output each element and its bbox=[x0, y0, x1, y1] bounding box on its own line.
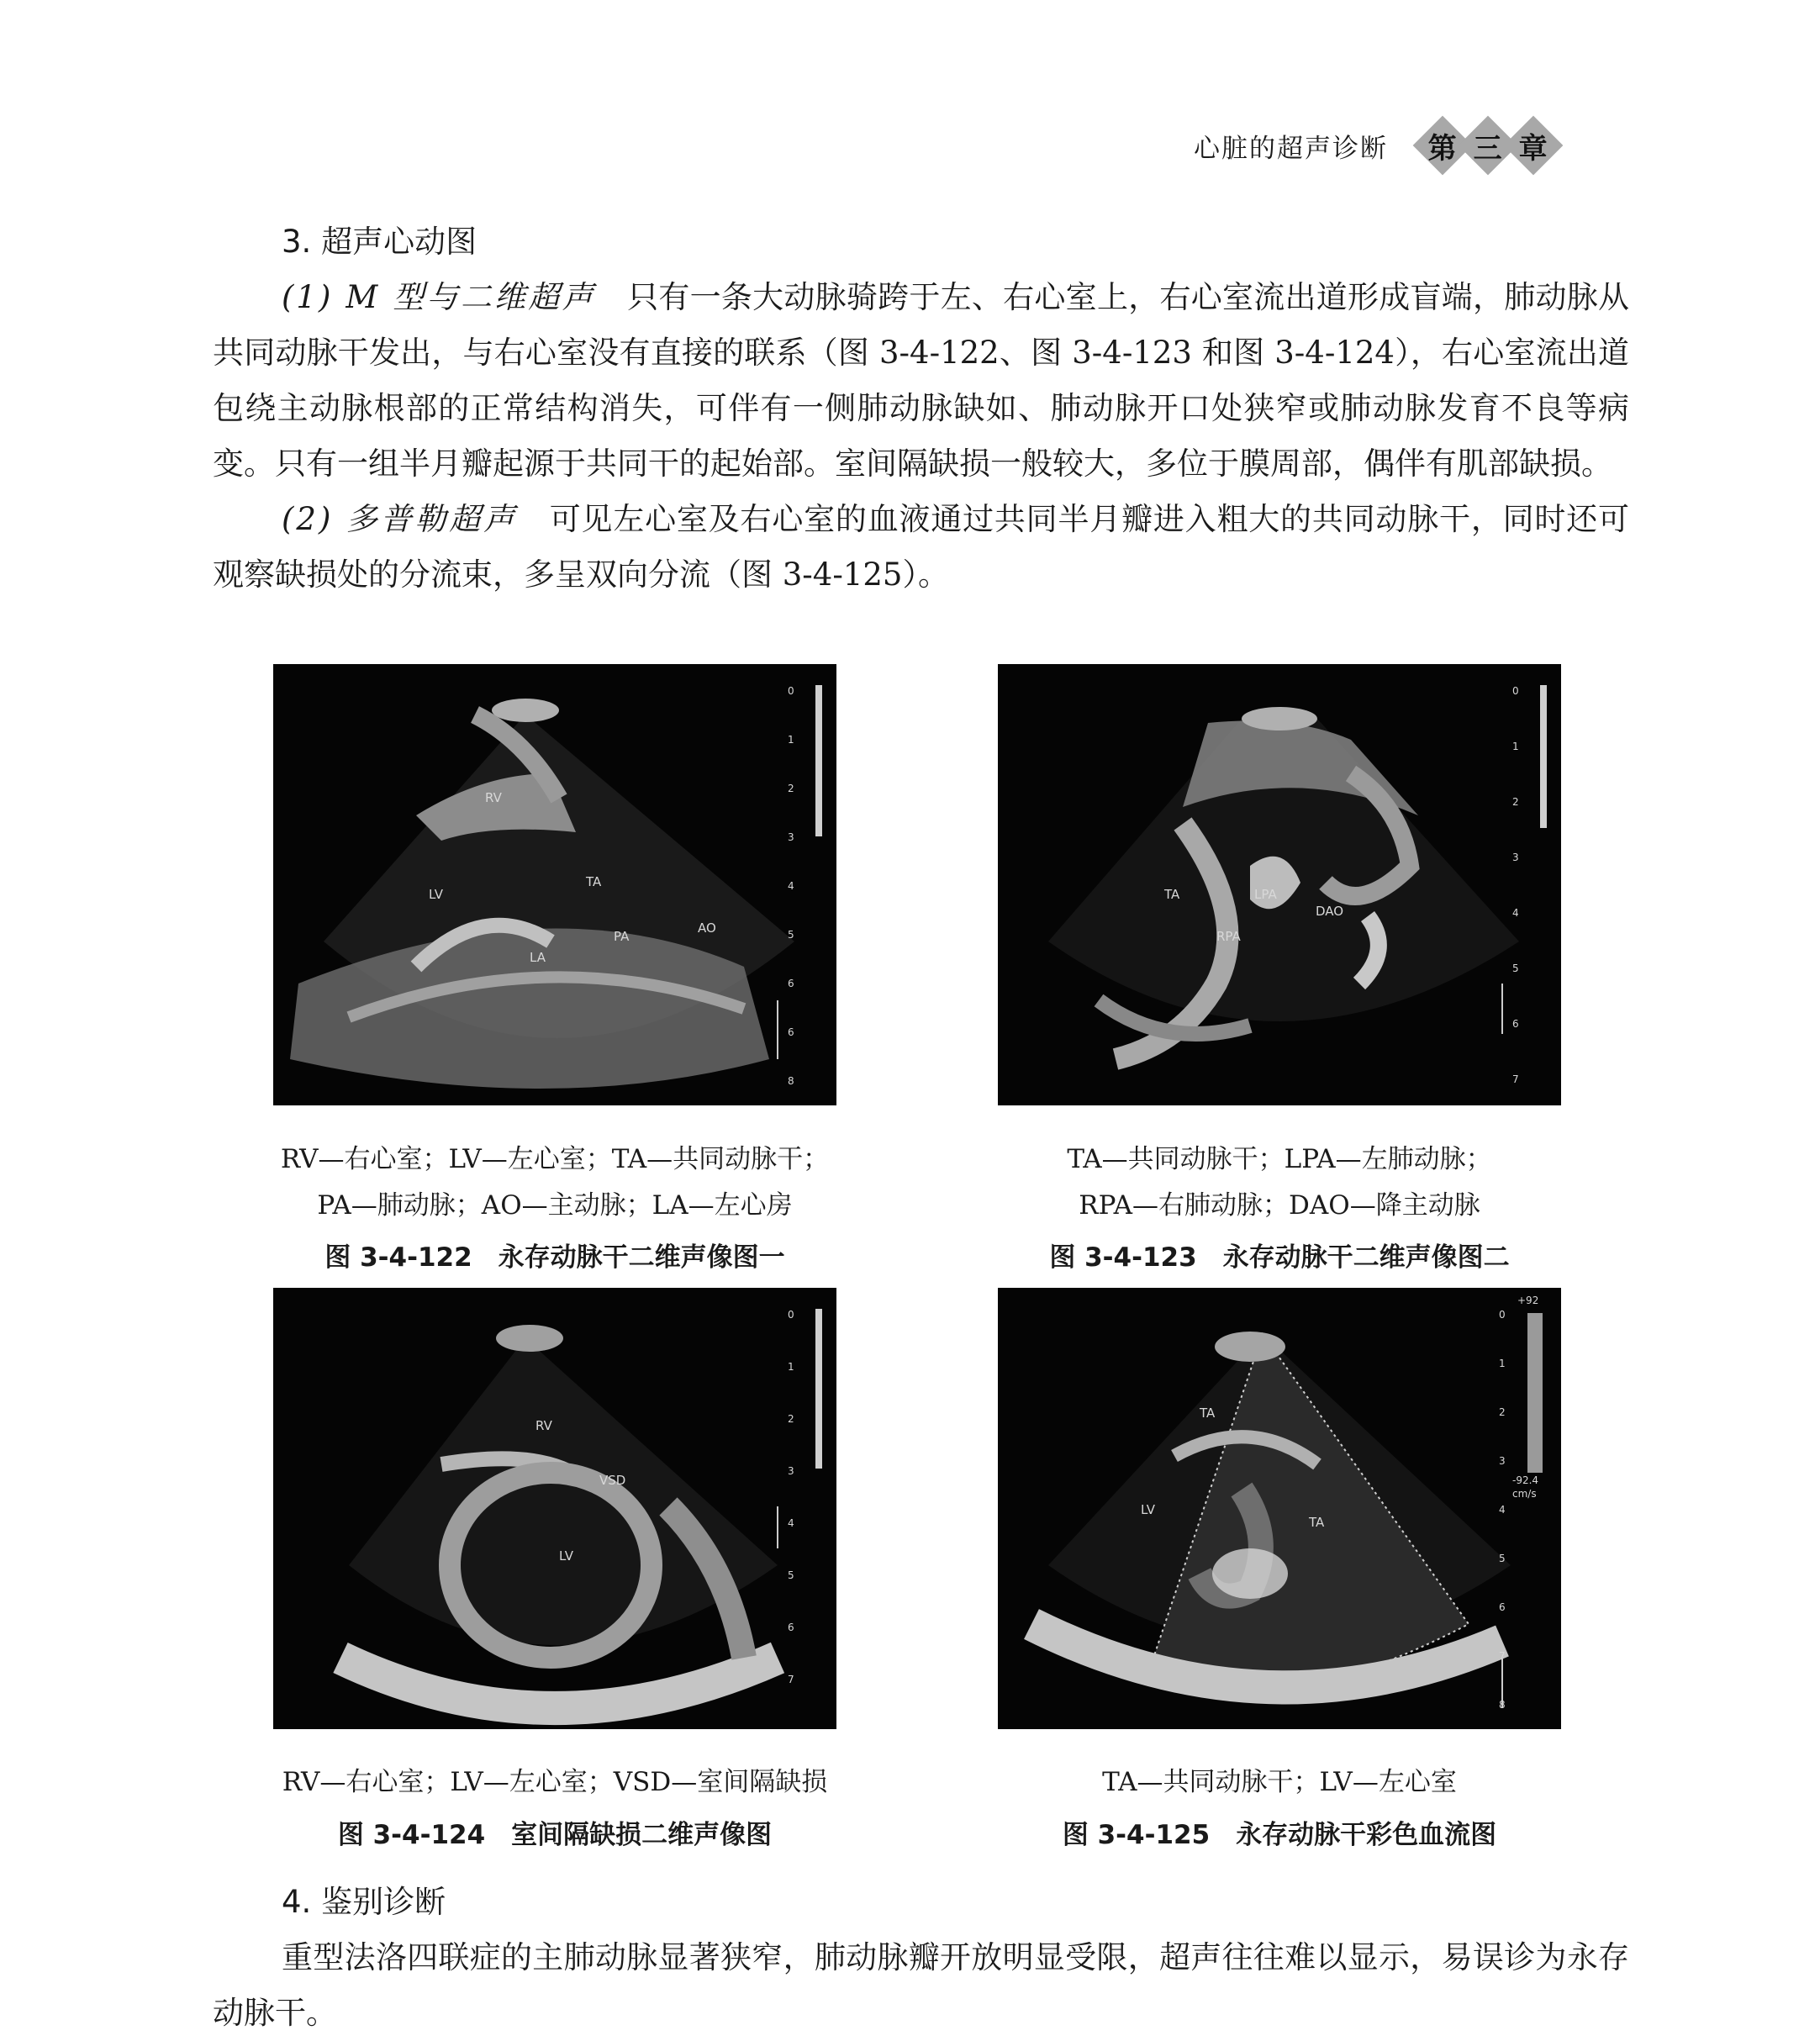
figure-4-caption bbox=[998, 1759, 1561, 1806]
velocity-scale-bottom: -92.4 bbox=[1512, 1474, 1539, 1486]
section-4-heading: 4. 鉴别诊断 bbox=[282, 1884, 446, 1920]
chapter-char-1: 第 bbox=[1428, 131, 1457, 166]
label-lpa: LPA bbox=[1254, 887, 1277, 902]
label-lv: LV bbox=[429, 887, 443, 902]
paragraph-doppler-text: 可见左心室及右心室的血液通过共同半月瓣进入粗大的共同动脉干，同时还可观察缺损处的分流束，多呈双向分流（图 3-4-125）。 bbox=[213, 501, 1630, 593]
running-header bbox=[1194, 124, 1554, 166]
figure-1-caption bbox=[273, 1137, 836, 1229]
label-vsd: VSD bbox=[599, 1473, 626, 1488]
subheading-doppler: (2) 多普勒超声 bbox=[282, 501, 518, 537]
velocity-scale-top: +92 bbox=[1517, 1295, 1539, 1306]
figure-4-title: 图 3-4-125 永存动脉干彩色血流图 bbox=[1062, 1820, 1497, 1850]
figure-2-caption bbox=[998, 1137, 1561, 1229]
chapter-title: 心脏的超声诊断 bbox=[1194, 133, 1388, 164]
label-dao: DAO bbox=[1316, 904, 1344, 919]
label-rv: RV bbox=[485, 790, 502, 805]
chapter-char-2: 三 bbox=[1474, 131, 1502, 166]
figure-1-caption-line-2: PA—肺动脉；AO—主动脉；LA—左心房 bbox=[317, 1190, 793, 1221]
chapter-char-3: 章 bbox=[1519, 131, 1548, 166]
label-rv: RV bbox=[535, 1418, 552, 1433]
label-la: LA bbox=[530, 950, 546, 965]
figure-4-caption-line-1: TA—共同动脉干；LV—左心室 bbox=[1102, 1767, 1457, 1797]
figure-3-caption bbox=[273, 1759, 836, 1806]
section-3 bbox=[213, 214, 1629, 603]
label-ao: AO bbox=[698, 920, 716, 936]
subheading-m-mode: (1) M 型与二维超声 bbox=[282, 279, 596, 315]
section-4 bbox=[213, 1875, 1629, 2041]
label-ta: TA bbox=[586, 874, 602, 889]
paragraph-doppler bbox=[213, 492, 1629, 603]
figure-3-caption-line-1: RV—右心室；LV—左心室；VSD—室间隔缺损 bbox=[282, 1767, 828, 1797]
figure-2-caption-line-1: TA—共同动脉干；LPA—左肺动脉； bbox=[1067, 1144, 1492, 1174]
chapter-badge bbox=[1422, 124, 1554, 166]
label-lv: LV bbox=[559, 1548, 573, 1564]
ultrasound-image-4: TA TA LV +92 -92.4 cm/s 0 1 2 3 4 5 6 7 8 bbox=[998, 1288, 1561, 1729]
figure-2-caption-line-2: RPA—右肺动脉；DAO—降主动脉 bbox=[1079, 1190, 1480, 1221]
paragraph-m-mode bbox=[213, 270, 1629, 492]
section-3-heading: 3. 超声心动图 bbox=[282, 224, 477, 260]
label-ta: TA bbox=[1164, 887, 1180, 902]
velocity-unit: cm/s bbox=[1512, 1488, 1537, 1500]
ultrasound-image-3: RV VSD LV 0 1 2 3 4 5 6 7 bbox=[273, 1288, 836, 1729]
figure-1-caption-line-1: RV—右心室；LV—左心室；TA—共同动脉干； bbox=[280, 1144, 830, 1174]
figure-2-title: 图 3-4-123 永存动脉干二维声像图二 bbox=[1049, 1242, 1510, 1273]
section-4-paragraph: 重型法洛四联症的主肺动脉显著狭窄，肺动脉瓣开放明显受限，超声往往难以显示，易误诊为永存动脉干。 bbox=[213, 1939, 1629, 2031]
figure-3-title: 图 3-4-124 室间隔缺损二维声像图 bbox=[337, 1820, 773, 1850]
figure-1-title: 图 3-4-122 永存动脉干二维声像图一 bbox=[324, 1242, 785, 1273]
label-lv: LV bbox=[1141, 1502, 1155, 1517]
label-ta-1: TA bbox=[1200, 1405, 1216, 1421]
ultrasound-image-1: RV LV TA PA AO LA 0 1 2 3 4 5 6 6 8 bbox=[273, 664, 836, 1105]
label-ta-2: TA bbox=[1309, 1515, 1325, 1530]
ultrasound-image-2: TA LPA RPA DAO 0 1 2 3 4 5 6 7 bbox=[998, 664, 1561, 1105]
label-rpa: RPA bbox=[1216, 929, 1241, 944]
label-pa: PA bbox=[614, 929, 630, 944]
paragraph-m-mode-text: 只有一条大动脉骑跨于左、右心室上，右心室流出道形成盲端，肺动脉从共同动脉干发出，与右心室没有直接的联系（图 3-4-122、图 3-4-123 和图 3-4-124），右心室流出道包绕主动脉根部的正常结构消失，可伴有一侧肺动脉缺如、肺动脉开口处狭窄或肺动脉发育不良等病变。只有一组半月瓣起源于共同干的起始部。室间隔缺损一般较大，多位于膜周部，偶伴有肌部缺损。 bbox=[213, 279, 1630, 482]
